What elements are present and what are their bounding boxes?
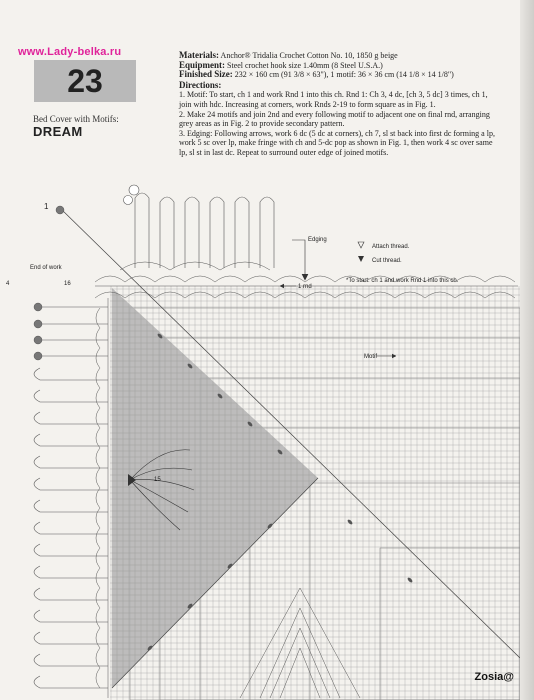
equipment-text: Steel crochet hook size 1.40mm (8 Steel U.S.A.) [227, 60, 383, 70]
pattern-info [179, 51, 501, 158]
attach-thread-label: Attach thread. [372, 244, 410, 250]
pattern-number-box [34, 60, 136, 102]
label-16: 16 [64, 281, 71, 287]
top-fringe [135, 193, 274, 268]
finished-size-text: 232 × 160 cm (91 3/8 × 63"), 1 motif: 36 × 36 cm (14 1/8 × 14 1/8") [234, 70, 454, 80]
crochet-chart [0, 178, 520, 700]
start-note: *To start: ch 1 and work Rnd 1 into this ch. [346, 278, 459, 284]
edging-arrow [292, 240, 308, 280]
directions-step-2: 2. Make 24 motifs and join 2nd and every following motif to adjacent one on final rnd, arranging grey areas as in Fig. 2 to provide secondary pattern. [179, 109, 490, 129]
signature: Zosia@ [474, 671, 514, 683]
cut-thread-label: Cut thread. [372, 258, 402, 264]
equipment-label: Equipment: [179, 59, 226, 70]
pattern-title: DREAM [33, 124, 83, 139]
end-of-work-label: End of work [30, 265, 62, 271]
materials-text: Anchor® Tridalia Crochet Cotton No. 10, 1850 g beige [220, 51, 398, 60]
corner-fringe [42, 307, 108, 356]
left-edging [96, 298, 108, 698]
left-fringe [34, 368, 108, 688]
finished-size-line [179, 70, 501, 80]
book-spine [520, 0, 534, 700]
directions-step-3: 3. Edging: Following arrows, work 6 dc (5 dc at corners), ch 7, sl st back into first dc forming a lp, work 5 sc over lp, make fringe with ch and 5-dc pop as shown in Fig. 1, then work 4 sc over same lp, sl st in last dc. Repeat to surround outer edge of joined motifs. [179, 128, 495, 157]
directions-step-1: 1. Motif: To start, ch 1 and work Rnd 1 into this ch. Rnd 1: Ch 3, 4 dc, [ch 3, 5 dc] 3 times, ch 1, join with hdc. Increasing at corners, work Rnds 2-19 to form square as in Fig. 1. [179, 90, 488, 109]
watermark: www.Lady-belka.ru [18, 46, 122, 58]
rnd-label: 1 rnd [298, 284, 312, 290]
attach-thread-icon [358, 242, 364, 248]
top-fringe-knots [124, 185, 140, 205]
legend [346, 242, 459, 284]
finished-size-label: Finished Size: [179, 69, 233, 80]
materials-line [179, 51, 501, 61]
motif-label: Motif [364, 354, 378, 360]
edging-label: Edging [308, 237, 327, 243]
label-1: 1 [44, 202, 49, 211]
pattern-subtitle: Bed Cover with Motifs: [33, 114, 119, 124]
left-fringe-knots [34, 206, 64, 360]
materials-label: Materials: [179, 50, 219, 60]
label-15: 15 [154, 477, 161, 483]
label-4: 4 [6, 281, 10, 287]
pattern-number: 23 [67, 62, 103, 99]
directions-label: Directions: [179, 79, 222, 90]
cut-thread-icon [358, 256, 364, 262]
